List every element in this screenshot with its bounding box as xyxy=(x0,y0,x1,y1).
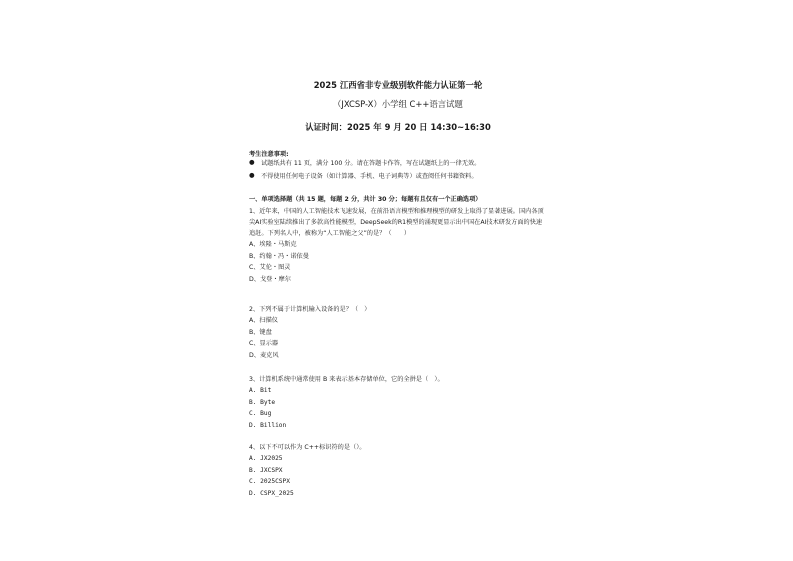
note-item: 试题纸共有 11 页，满分 100 分。请在答题卡作答，写在试题纸上的一律无效。 xyxy=(261,160,481,167)
option: C. 2025CSPX xyxy=(249,478,290,486)
option: D、麦克风 xyxy=(249,351,279,359)
exam-title: 2025 江西省非专业级别软件能力认证第一轮 xyxy=(313,80,483,90)
option: D、戈登・摩尔 xyxy=(249,275,291,283)
exam-time: 认证时间：2025 年 9 月 20 日 14:30~16:30 xyxy=(305,122,491,132)
option: C. Bug xyxy=(249,410,272,418)
option: B、键盘 xyxy=(249,328,272,336)
note-item: 不得使用任何电子设备（如计算器、手机、电子词典等）或查阅任何书籍资料。 xyxy=(261,173,478,180)
exam-subtitle: （JXCSP-X）小学组 C++语言试题 xyxy=(333,99,463,109)
option: A、扫描仪 xyxy=(249,317,278,324)
option: A、埃隆・马斯克 xyxy=(249,241,297,248)
option: B. Byte xyxy=(249,398,276,406)
bullet-icon: ● xyxy=(249,158,255,166)
option: D. Billion xyxy=(249,421,287,429)
question-stem: 4、以下不可以作为 C++标识符的是（）。 xyxy=(249,444,366,451)
option: B. JXCSPX xyxy=(249,466,283,474)
question-stem: 1、近年来，中国的人工智能技术飞速发展，在前沿语言模型和推理模型的研发上取得了显著进展。国内各顶尖AI实验室陆续推出了多款高性能模型，DeepSeek的R1模型的涌现更显示出中国在AI技术研发方面的快速追赶。下列名人中，被称为“人工智能之父”的是？（ ） xyxy=(249,208,544,238)
bullet-icon: ● xyxy=(249,171,255,179)
notes-heading: 考生注意事项: xyxy=(249,151,289,158)
option: A. Bit xyxy=(249,387,272,394)
option: A. JX2025 xyxy=(249,455,283,462)
option-list xyxy=(249,239,309,285)
option: B、约翰・冯・诺依曼 xyxy=(249,252,309,260)
option: D. CSPX_2025 xyxy=(249,489,294,497)
option-list xyxy=(249,385,286,431)
option-list xyxy=(249,315,279,361)
option-list xyxy=(249,453,294,499)
question-stem: 3、计算机系统中通常使用 B 来表示基本存储单位，它的全拼是（ ）。 xyxy=(249,376,444,383)
option: C、艾伦・图灵 xyxy=(249,264,291,272)
section-heading: 一、单项选择题（共 15 题，每题 2 分，共计 30 分；每题有且仅有一个正确选项） xyxy=(249,196,482,203)
option: C、显示器 xyxy=(249,340,279,348)
exam-page xyxy=(242,70,554,510)
question-stem: 2、下列不属于计算机输入设备的是？（ ） xyxy=(249,306,371,313)
